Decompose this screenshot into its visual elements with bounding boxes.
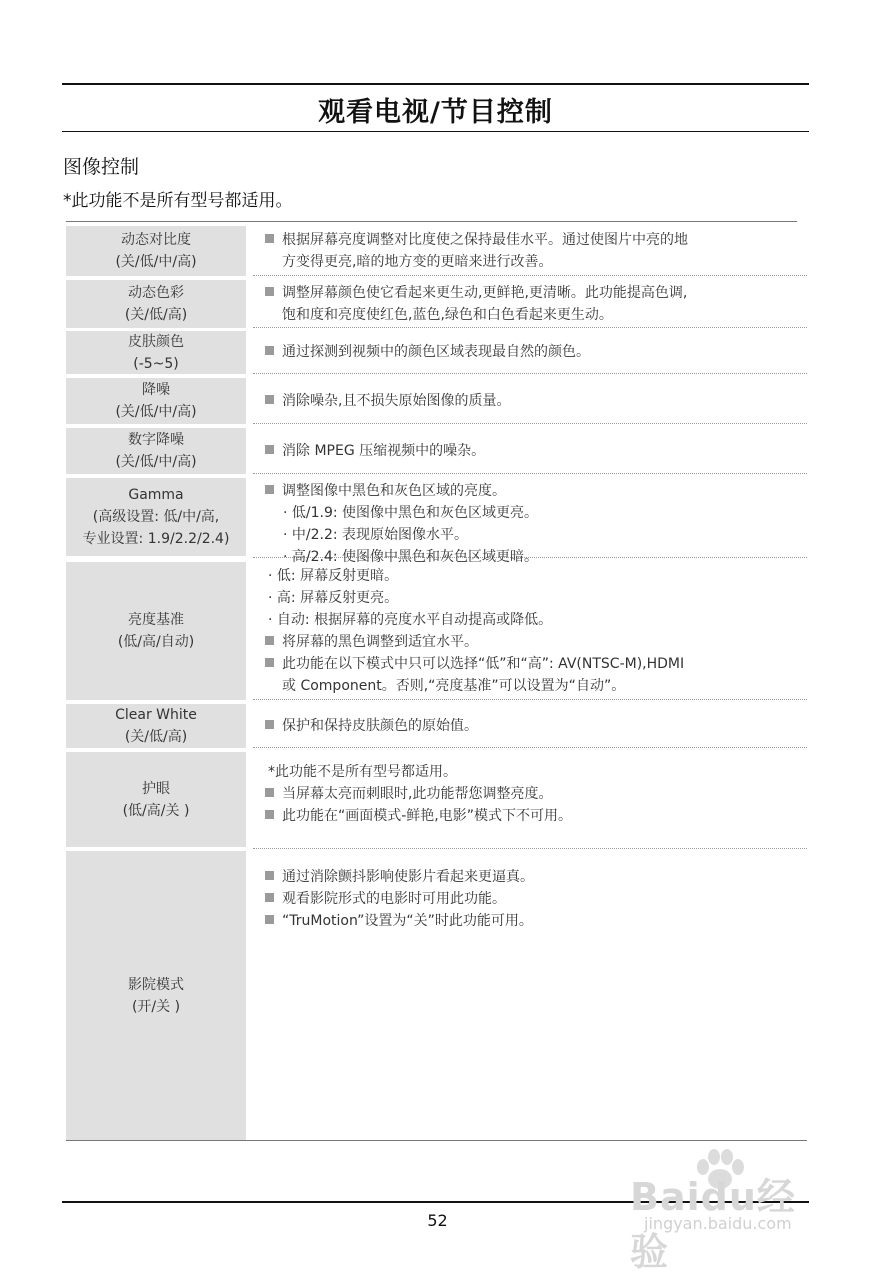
setting-label-cell [66, 752, 246, 847]
title-underline [62, 131, 809, 132]
setting-options: (低/高/自动) [117, 634, 195, 650]
dot-bullet-icon: · [283, 527, 292, 543]
description-text: 调整图像中黑色和灰色区域的亮度。 [282, 483, 506, 499]
description-text: 保护和保持皮肤颜色的原始值。 [282, 717, 478, 734]
square-bullet-icon [265, 893, 274, 902]
setting-options: (-5~5) [133, 355, 179, 372]
description-line [253, 565, 807, 587]
description-line [253, 783, 807, 805]
setting-name: 皮肤颜色 [128, 333, 184, 350]
setting-label-cell [66, 704, 246, 748]
setting-description-cell [253, 378, 807, 424]
description-line [253, 251, 807, 273]
description-line [253, 910, 807, 932]
table-top-rule [66, 221, 797, 222]
description-text: 自动: 根据屏幕的亮度水平自动提高或降低。 [276, 611, 553, 628]
section-note: *此功能不是所有型号都适用。 [63, 191, 293, 211]
description-line [253, 631, 807, 653]
description-text: 消除噪杂,且不损失原始图像的质量。 [282, 392, 511, 409]
setting-description-cell [253, 752, 807, 849]
description-line [253, 805, 807, 827]
setting-name: 动态色彩 [128, 285, 184, 301]
description-line [253, 341, 807, 363]
square-bullet-icon [265, 287, 274, 296]
square-bullet-icon [265, 720, 274, 729]
description-line [253, 888, 807, 910]
setting-name: Gamma [128, 487, 184, 503]
baidu-watermark [618, 1148, 833, 1274]
description-text: “TruMotion”设置为“关”时此功能可用。 [282, 913, 533, 929]
setting-description-cell [253, 280, 807, 328]
description-line [253, 229, 807, 251]
setting-description-cell [253, 704, 807, 748]
setting-label-cell [66, 331, 246, 374]
setting-name: 影院模式 [128, 976, 184, 993]
description-text: 通过探测到视频中的颜色区域表现最自然的颜色。 [282, 344, 590, 360]
description-text: 此功能在以下模式中只可以选择“低”和“高”: AV(NTSC-M),HDMI [282, 655, 685, 672]
setting-options: (关/低/高) [124, 729, 188, 745]
square-bullet-icon [265, 395, 274, 404]
setting-description-cell [253, 478, 807, 565]
setting-options: (关/低/中/高) [115, 454, 197, 470]
setting-options: 专业设置: 1.9/2.2/2.4) [82, 531, 230, 547]
watermark-logo: Baidu经验 [630, 1175, 796, 1274]
setting-label-cell [66, 851, 246, 1140]
page-title: 观看电视/节目控制 [318, 97, 553, 128]
description-line [253, 390, 807, 412]
square-bullet-icon [265, 346, 274, 355]
description-text: 通过消除颤抖影响使影片看起来更逼真。 [282, 869, 534, 885]
description-line [253, 480, 807, 502]
dot-bullet-icon: · [268, 611, 277, 628]
setting-description-cell [253, 562, 807, 700]
page-number: 52 [427, 1211, 448, 1230]
table-bottom-rule [66, 1140, 807, 1141]
description-line [253, 304, 807, 326]
setting-description-cell [253, 851, 807, 932]
section-title: 图像控制 [63, 156, 140, 178]
dot-bullet-icon: · [283, 549, 292, 565]
setting-name: 亮度基准 [128, 612, 184, 628]
description-line [253, 282, 807, 304]
description-text: 低: 屏幕反射更暗。 [276, 567, 399, 584]
square-bullet-icon [265, 485, 274, 494]
description-line [253, 502, 807, 524]
description-text: 根据屏幕亮度调整对比度使之保持最佳水平。通过使图片中亮的地 [282, 231, 688, 248]
setting-options: (关/低/中/高) [115, 254, 197, 270]
square-bullet-icon [265, 915, 274, 924]
setting-label-cell [66, 428, 246, 474]
setting-options: (开/关 ) [131, 998, 181, 1015]
watermark-url: jingyan.baidu.com [644, 1214, 792, 1233]
setting-description-cell [253, 331, 807, 374]
setting-label-cell [66, 478, 246, 556]
description-text: 方变得更亮,暗的地方变的更暗来进行改善。 [282, 253, 553, 270]
description-text: 中/2.2: 表现原始图像水平。 [291, 527, 469, 543]
setting-label-cell [66, 280, 246, 328]
description-line [253, 715, 807, 737]
description-line [253, 609, 807, 631]
description-line [253, 524, 807, 546]
description-text: 高: 屏幕反射更亮。 [276, 589, 399, 606]
setting-label-cell [66, 562, 246, 700]
description-text: *此功能不是所有型号都适用。 [268, 764, 457, 780]
setting-label-cell [66, 226, 246, 276]
description-line [253, 440, 807, 462]
description-line [253, 761, 807, 783]
setting-description-cell [253, 226, 807, 276]
setting-options: (高级设置: 低/中/高, [92, 509, 220, 525]
description-line [253, 675, 807, 697]
description-text: 此功能在“画面模式-鲜艳,电影”模式下不可用。 [282, 808, 573, 824]
setting-options: (关/低/中/高) [115, 404, 197, 420]
setting-name: 护眼 [142, 780, 170, 797]
description-line [253, 587, 807, 609]
square-bullet-icon [265, 445, 274, 454]
setting-name: 数字降噪 [128, 432, 184, 448]
square-bullet-icon [265, 234, 274, 243]
dot-bullet-icon: · [268, 589, 277, 606]
square-bullet-icon [265, 658, 274, 667]
top-rule [62, 83, 809, 85]
setting-options: (低/高/关 ) [122, 802, 190, 819]
setting-name: 降噪 [142, 382, 170, 398]
square-bullet-icon [265, 788, 274, 797]
description-text: 低/1.9: 使图像中黑色和灰色区域更亮。 [291, 505, 539, 521]
description-text: 消除 MPEG 压缩视频中的噪杂。 [282, 442, 486, 459]
setting-label-cell [66, 378, 246, 424]
description-text: 高/2.4: 使图像中黑色和灰色区域更暗。 [291, 549, 539, 565]
description-text: 当屏幕太亮而刺眼时,此功能帮您调整亮度。 [282, 786, 553, 802]
setting-description-cell [253, 428, 807, 474]
description-text: 饱和度和亮度使红色,蓝色,绿色和白色看起来更生动。 [282, 306, 613, 323]
description-line [253, 866, 807, 888]
description-text: 将屏幕的黑色调整到适宜水平。 [282, 633, 478, 650]
description-text: 调整屏幕颜色使它看起来更生动,更鲜艳,更清晰。此功能提高色调, [282, 284, 688, 301]
setting-options: (关/低/高) [124, 307, 188, 323]
square-bullet-icon [265, 871, 274, 880]
setting-name: 动态对比度 [121, 232, 191, 248]
dot-bullet-icon: · [283, 505, 292, 521]
description-text: 或 Component。否则,“亮度基准”可以设置为“自动”。 [282, 677, 626, 694]
square-bullet-icon [265, 810, 274, 819]
description-line [253, 653, 807, 675]
dot-bullet-icon: · [268, 567, 277, 584]
setting-name: Clear White [115, 707, 197, 723]
description-text: 观看影院形式的电影时可用此功能。 [282, 891, 506, 907]
square-bullet-icon [265, 636, 274, 645]
